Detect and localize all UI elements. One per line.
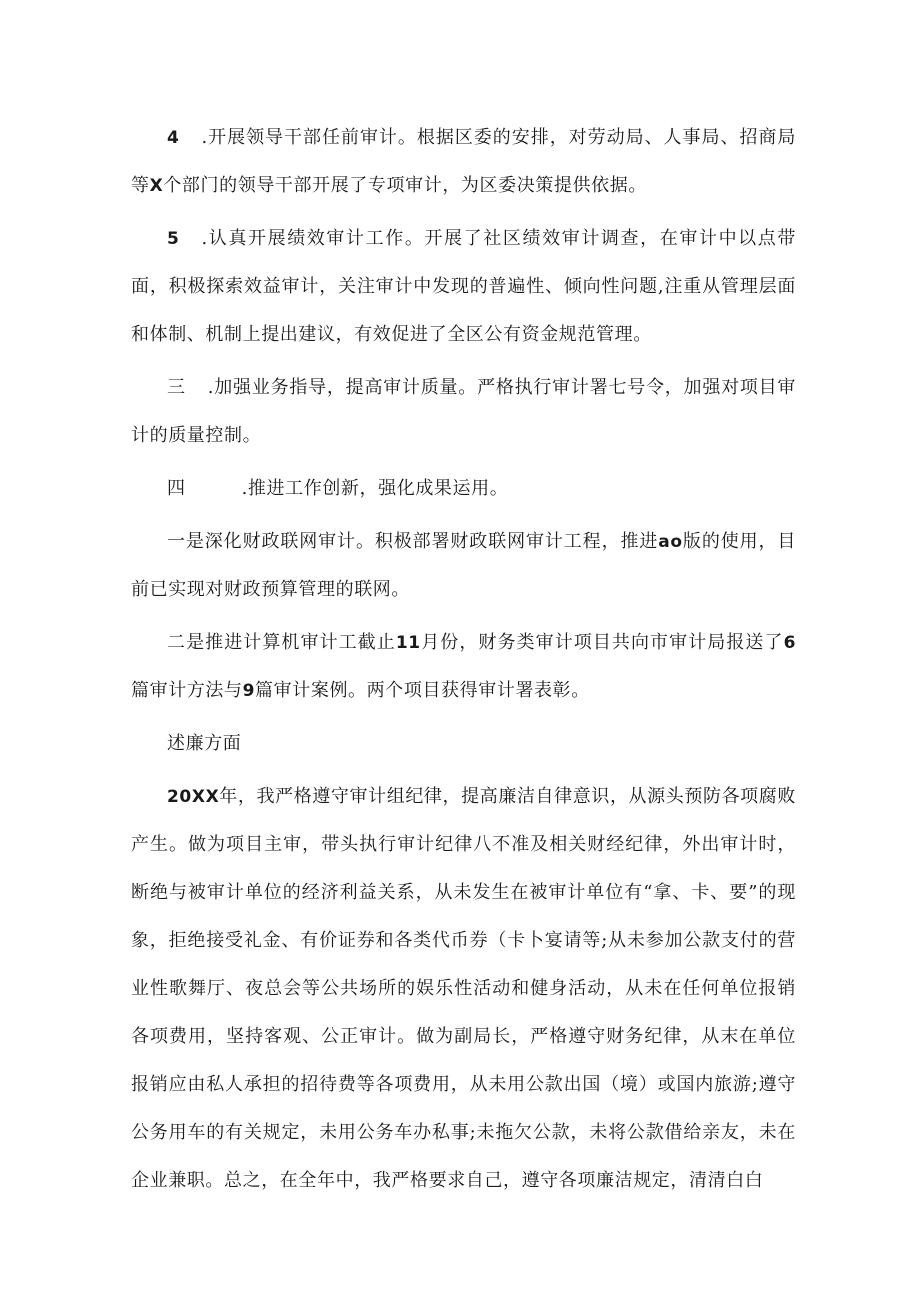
paragraph-text: 一是深化财政联网审计。积极部署财政联网审计工程，推进 xyxy=(167,531,659,552)
section-heading: 述廉方面 xyxy=(167,733,242,754)
document-page xyxy=(131,114,796,1210)
paragraph-text: 年，我严格遵守审计组纪律，提高廉洁自律意识，从源头预防各项腐败产生。做为项目主审，带头执行审计纪律八不准及相关财经纪律，外出审计时，断绝与被审计单位的经济利益关系，从未发生在被审计单位有“拿、卡、要”的现象，拒绝接受礼金、有价证券和各类代币券（卡卜宴请等;从未参加公款支付的营业性歌舞厅、夜总会等公共场所的娱乐性活动和健身活动，从未在任何单位报销各项费用，坚持客观、公正审计。做为副局长，严格遵守财务纪律，从末在单位报销应由私人承担的招待费等各项费用，从未用公款出国（境）或国内旅游;遵守公务用车的有关规定，未用公务车办私事;未拖欠公款，未将公款借给亲友，未在企业兼职。总之，在全年中，我严格要求自己，遵守各项廉洁规定，清清白白 xyxy=(131,786,796,1191)
inline-number: 6 xyxy=(783,633,796,653)
paragraph-text: .开展领导干部任前审计。根据区委的安排，对劳动局、人事局、招商局等 xyxy=(131,127,796,196)
item-number: 5 xyxy=(167,229,180,249)
section-label: 三 xyxy=(167,377,186,398)
paragraph-text: 个部门的领导干部开展了专项审计，为区委决策提供依据。 xyxy=(163,175,647,196)
paragraph-item-first xyxy=(131,518,796,614)
paragraph-text: 二是推进计算机审计工截止 xyxy=(167,632,396,653)
paragraph-text: 篇审计方法与 xyxy=(131,680,243,701)
paragraph-text: .认真开展绩效审计工作。开展了社区绩效审计调查，在审计中以点带面，积极探索效益审计，关注审计中发现的普遍性、倾向性问题,注重从管理层面和体制、机制上提出建议，有效促进了全区公有资金规范管理。 xyxy=(131,228,796,345)
inline-number: X xyxy=(149,176,164,196)
inline-number: 9 xyxy=(242,681,256,701)
heading-integrity xyxy=(131,720,796,768)
paragraph-text: 月份，财务类审计项目共向市审计局报送了 xyxy=(420,632,784,653)
paragraph-text: .加强业务指导，提高审计质量。严格执行审计署七号令，加强对项目审计的质量控制。 xyxy=(131,377,796,446)
paragraph-text: 篇审计案例。两个项目获得审计署表彰。 xyxy=(255,680,590,701)
section-label: 四 xyxy=(167,478,186,499)
paragraph-item-4 xyxy=(131,114,796,210)
item-number: 4 xyxy=(167,128,180,148)
inline-number: 11 xyxy=(395,633,421,653)
paragraph-text: .推进工作创新，强化成果运用。 xyxy=(241,478,509,499)
paragraph-item-second xyxy=(131,619,796,715)
paragraph-integrity-body xyxy=(131,773,796,1205)
paragraph-section-3 xyxy=(131,364,796,460)
paragraph-item-5 xyxy=(131,215,796,359)
paragraph-section-4 xyxy=(131,465,796,513)
paragraph-text: 版的使用，目前已实现对财政预算管理的联网。 xyxy=(131,531,796,600)
year-number: 20XX xyxy=(167,787,220,807)
inline-number: ao xyxy=(658,532,683,552)
